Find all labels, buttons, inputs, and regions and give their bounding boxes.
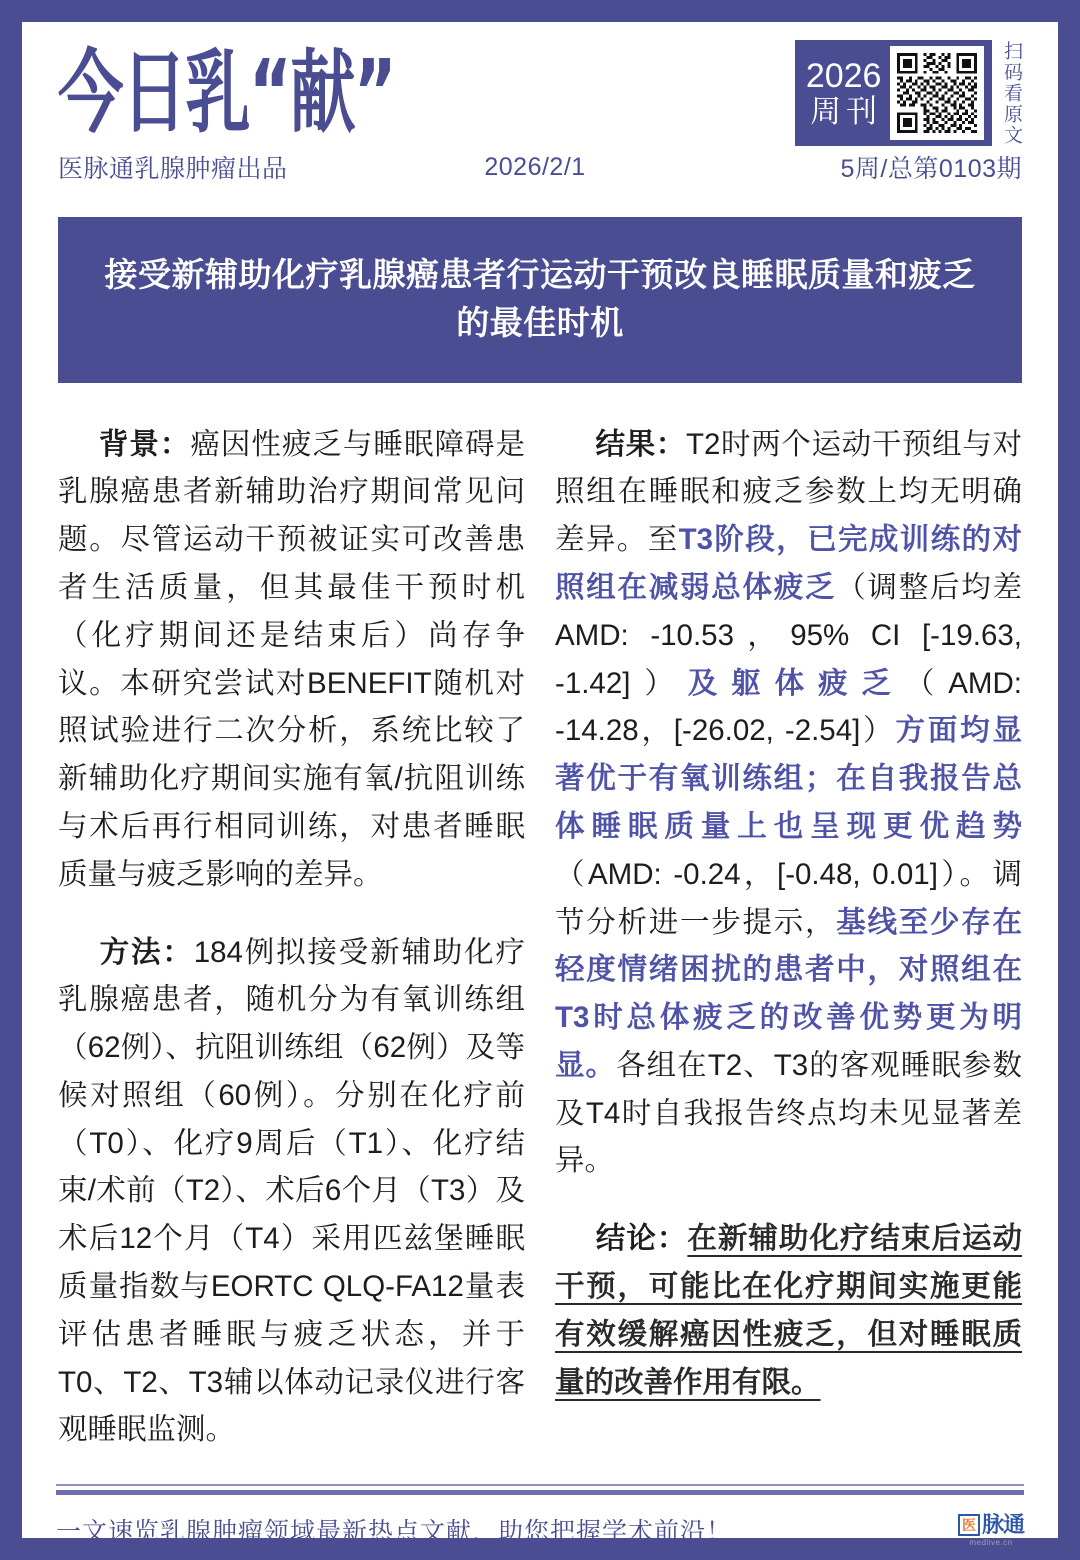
meta-date: 2026/2/1 xyxy=(484,152,586,181)
scan-qr-label: 扫码看原文 xyxy=(1001,40,1022,146)
results-lead-label: 结果： xyxy=(594,427,686,461)
paragraph-methods xyxy=(58,929,525,1455)
results-segment-plain-1: T2时两个运动干预组与对照组在睡眠和疲乏参数上均无明确差异。至 xyxy=(555,427,1022,557)
conclusion-lead-label: 结论： xyxy=(594,1222,688,1256)
meta-bar xyxy=(58,149,1022,185)
logo-domain-text: medlive.cn xyxy=(969,1537,1013,1547)
qr-code-icon[interactable] xyxy=(890,46,984,140)
footer-row xyxy=(56,1495,1024,1560)
logo-yi-glyph: 医 xyxy=(958,1514,980,1536)
footer-rule-thin xyxy=(56,1484,1024,1486)
meta-issue: 5周/总第0103期 xyxy=(840,155,1022,183)
results-segment-highlight-3: 方面均显著优于有氧训练组；在自我报告总体睡眠质量上也呈现更优趋势 xyxy=(555,714,1022,843)
meta-producer: 医脉通乳腺肿瘤出品 xyxy=(58,155,288,183)
masthead xyxy=(58,34,1022,146)
paragraph-results xyxy=(555,421,1022,1186)
issue-year-stack xyxy=(805,58,882,128)
article-title: 接受新辅助化疗乳腺癌患者行运动干预改良睡眠质量和疲乏的最佳时机 xyxy=(58,217,1022,383)
issue-weekly-label: 周刊 xyxy=(810,93,883,129)
column-right xyxy=(555,421,1022,1484)
background-lead-label: 背景： xyxy=(97,427,191,461)
article-body xyxy=(58,421,1022,1484)
paragraph-conclusion xyxy=(555,1215,1022,1406)
methods-lead-label: 方法： xyxy=(97,935,194,969)
poster-inner-card xyxy=(22,22,1058,1547)
column-left xyxy=(58,421,525,1484)
results-segment-highlight-4: 基线至少存在轻度情绪困扰的患者中，对照组在T3时总体疲乏的改善优势更为明显。 xyxy=(555,905,1022,1082)
results-segment-highlight-1: T3阶段，已完成训练的对照组在减弱总体疲乏 xyxy=(555,523,1022,605)
footer xyxy=(22,1484,1058,1560)
results-segment-plain-5: 各组在T2、T3的客观睡眠参数及T4时自我报告终点均未见显著差异。 xyxy=(555,1048,1022,1178)
results-segment-plain-2: （调整后均差AMD: -10.53，95% CI [-19.63, -1.42]） xyxy=(555,571,1022,700)
brand-wordmark: 今日乳“献” xyxy=(58,39,396,145)
logo-maitong-text: 脉通 xyxy=(981,1511,1024,1537)
footer-tagline: 一文速览乳腺肿瘤领域最新热点文献，助您把握学术前沿！ xyxy=(56,1518,733,1547)
medlive-logo[interactable] xyxy=(958,1511,1024,1547)
results-segment-plain-3: （AMD: -14.28，[-26.02, -2.54]） xyxy=(555,666,1022,748)
methods-text: 184例拟接受新辅助化疗乳腺癌患者，随机分为有氧训练组（62例）、抗阻训练组（62例）及等候对照组（60例）。分别在化疗前（T0）、化疗9周后（T1）、化疗结束/术前（T2）、术后6个月（T3）及术后12个月（T4）采用匹兹堡睡眠质量指数与EORTC QLQ-FA12量表评估患者睡眠与疲乏状态，并于T0、T2、T3辅以体动记录仪进行客观睡眠监测。 xyxy=(58,935,525,1447)
paragraph-background xyxy=(58,421,525,899)
conclusion-underlined-text: 在新辅助化疗结束后运动干预，可能比在化疗期间实施更能有效缓解癌因性疲乏，但对睡眠质量的改善作用有限。 xyxy=(555,1222,1022,1399)
background-text: 癌因性疲乏与睡眠障碍是乳腺癌患者新辅助治疗期间常见问题。尽管运动干预被证实可改善患者生活质量，但其最佳干预时机（化疗期间还是结束后）尚存争议。本研究尝试对BENEFIT随机对照试验进行二次分析，系统比较了新辅助化疗期间实施有氧/抗阻训练与术后再行相同训练，对患者睡眠质量与疲乏影响的差异。 xyxy=(58,427,525,891)
logo-mark-row xyxy=(958,1511,1024,1537)
results-segment-highlight-2: 及躯体疲乏 xyxy=(687,666,905,700)
issue-badge xyxy=(795,40,992,146)
results-segment-plain-4: （AMD: -0.24，[-0.48, 0.01]）。调节分析进一步提示， xyxy=(555,857,1022,939)
issue-year: 2026 xyxy=(805,56,882,95)
masthead-right xyxy=(795,40,1022,146)
